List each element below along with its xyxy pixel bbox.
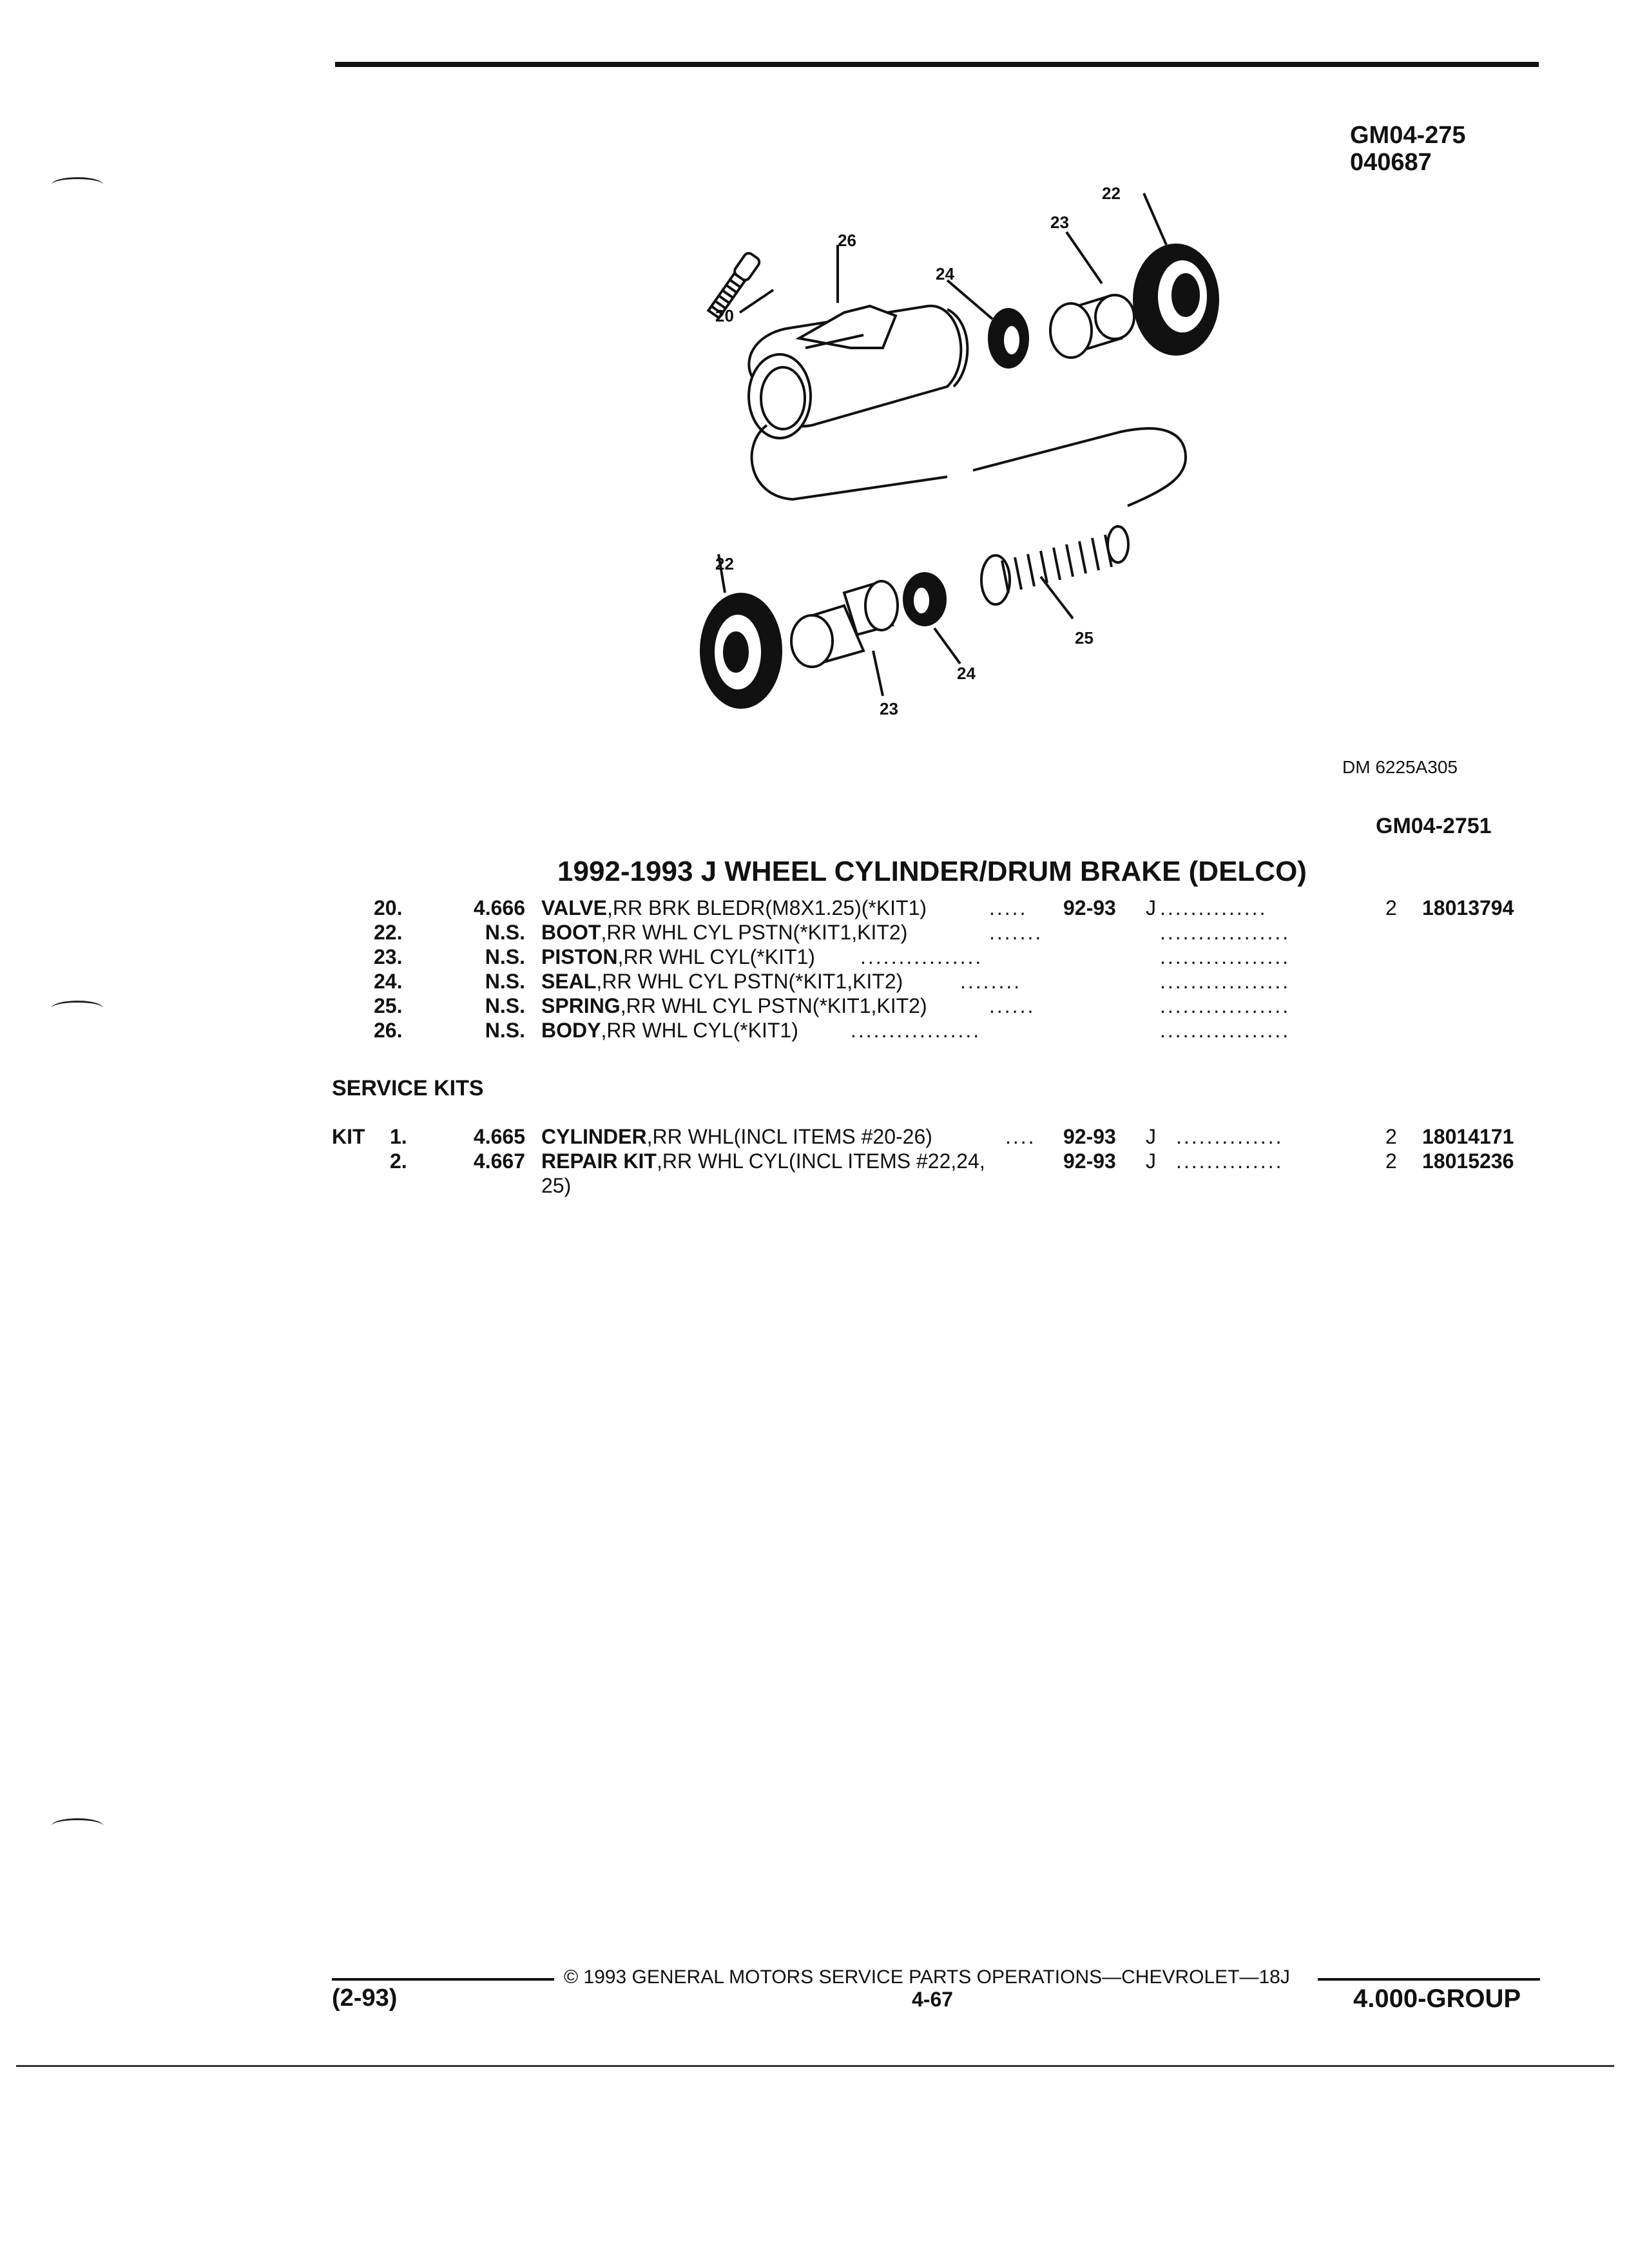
part-desc: ,RR WHL CYL PSTN(*KIT1,KIT2) <box>596 970 903 993</box>
part-desc: ,RR WHL CYL(*KIT1) <box>601 1019 798 1042</box>
item-number: 20. <box>374 896 403 919</box>
leader-dots: ........ <box>960 970 1022 993</box>
service-kits-heading: SERVICE KITS <box>332 1076 484 1100</box>
part-number: 18015236 <box>1422 1149 1514 1173</box>
model: J <box>1146 1125 1156 1148</box>
leader-dots: .............. <box>1176 1125 1284 1148</box>
seal-lower-part <box>904 573 945 625</box>
wheel-cylinder-exploded-diagram <box>677 174 1257 741</box>
piston-lower-part <box>791 581 898 667</box>
model: J <box>1146 1149 1156 1173</box>
description <box>541 1018 798 1043</box>
group-number: N.S. <box>485 994 525 1017</box>
callout-20: 20 <box>715 306 734 325</box>
illustration-ref: GM04-2751 <box>1376 814 1492 838</box>
years: 92-93 <box>1063 1125 1116 1148</box>
boot-upper-part <box>1134 245 1218 354</box>
leader-dots: ................. <box>1160 921 1291 944</box>
part-desc: ,RR WHL CYL PSTN(*KIT1,KIT2) <box>601 921 908 944</box>
seal-upper-part <box>989 309 1028 367</box>
leader-dots: .............. <box>1160 896 1268 919</box>
leader-dots: ....... <box>989 921 1043 944</box>
bottom-scan-line <box>16 2065 1614 2067</box>
description <box>541 994 927 1018</box>
part-desc: ,RR WHL CYL(*KIT1) <box>617 945 815 968</box>
leader-dots: ................. <box>1160 1019 1291 1042</box>
group-number: 4.665 <box>473 1125 525 1148</box>
description <box>541 945 815 969</box>
callout-23: 23 <box>1050 213 1069 232</box>
quantity: 2 <box>1385 1125 1397 1148</box>
description <box>541 1124 932 1149</box>
kit-desc-continued: 25) <box>541 1174 572 1197</box>
kit-label: KIT <box>332 1125 365 1148</box>
item-number: 1. <box>390 1125 407 1148</box>
item-number: 24. <box>374 970 403 993</box>
part-name: SPRING <box>541 994 621 1017</box>
leader-dots: ................. <box>851 1019 981 1042</box>
kit-desc: ,RR WHL(INCL ITEMS #20-26) <box>646 1125 932 1148</box>
page-number: 4-67 <box>912 1988 954 2011</box>
years: 92-93 <box>1063 1149 1116 1173</box>
part-name: SEAL <box>541 970 597 993</box>
years: 92-93 <box>1063 896 1116 919</box>
callout-26: 26 <box>838 231 856 250</box>
leader-dots: ................. <box>1160 945 1291 968</box>
part-desc: ,RR WHL CYL PSTN(*KIT1,KIT2) <box>620 994 927 1017</box>
leader-dots: ................. <box>1160 994 1291 1017</box>
cylinder-body-part <box>749 306 967 438</box>
part-name: PISTON <box>541 945 618 968</box>
part-number: 18014171 <box>1422 1125 1514 1148</box>
copyright-notice: © 1993 GENERAL MOTORS SERVICE PARTS OPERATIONS—CHEVROLET—18J <box>564 1966 1290 1988</box>
footer-group: 4.000-GROUP <box>1353 1984 1521 2013</box>
item-number: 26. <box>374 1019 403 1042</box>
part-number: 18013794 <box>1422 896 1514 919</box>
group-number: 4.666 <box>473 896 525 919</box>
binder-mark-middle <box>52 1001 103 1015</box>
item-number: 23. <box>374 945 403 968</box>
footer-rule-left <box>332 1978 554 1981</box>
description <box>541 969 903 994</box>
model: J <box>1146 896 1156 919</box>
group-number: N.S. <box>485 945 525 968</box>
kit-desc: ,RR WHL CYL(INCL ITEMS #22,24, <box>656 1149 985 1173</box>
diagram-code: DM 6225A305 <box>1342 757 1458 777</box>
quantity: 2 <box>1385 896 1397 919</box>
item-number: 25. <box>374 994 403 1017</box>
leader-dots: ................ <box>860 945 983 968</box>
description <box>541 1149 985 1173</box>
quantity: 2 <box>1385 1149 1397 1173</box>
boot-lower-part <box>701 594 781 707</box>
callout-22: 22 <box>1102 184 1121 203</box>
footer-date: (2-93) <box>332 1984 398 2012</box>
item-number: 2. <box>390 1149 407 1173</box>
part-name: VALVE <box>541 896 607 919</box>
description <box>541 920 907 945</box>
callout-24: 24 <box>936 264 954 284</box>
callout-24-lower: 24 <box>957 664 976 683</box>
group-number: N.S. <box>485 1019 525 1042</box>
part-desc: ,RR BRK BLEDR(M8X1.25)(*KIT1) <box>606 896 927 919</box>
footer-rule-right <box>1318 1978 1540 1981</box>
item-number: 22. <box>374 921 403 944</box>
kit-name: CYLINDER <box>541 1125 647 1148</box>
header-ref-2: 040687 <box>1350 149 1432 176</box>
leader-dots: .............. <box>1176 1149 1284 1173</box>
binder-mark-top <box>52 177 103 192</box>
callout-23-lower: 23 <box>880 699 898 718</box>
leader-dots: ................. <box>1160 970 1291 993</box>
part-name: BOOT <box>541 921 601 944</box>
part-name: BODY <box>541 1019 601 1042</box>
spring-part <box>981 526 1128 604</box>
leader-dots: ...... <box>989 994 1036 1017</box>
section-title: 1992-1993 J WHEEL CYLINDER/DRUM BRAKE (DELCO) <box>557 856 1307 887</box>
top-rule <box>335 62 1539 67</box>
group-number: 4.667 <box>473 1149 525 1173</box>
group-number: N.S. <box>485 970 525 993</box>
description <box>541 896 927 920</box>
piston-upper-part <box>1050 295 1134 358</box>
leader-dots: ..... <box>989 896 1028 919</box>
callout-25: 25 <box>1075 628 1094 648</box>
kit-name: REPAIR KIT <box>541 1149 657 1173</box>
callout-22-lower: 22 <box>715 554 734 573</box>
group-number: N.S. <box>485 921 525 944</box>
leader-dots: .... <box>1005 1125 1036 1148</box>
binder-mark-bottom <box>52 1818 103 1833</box>
header-ref-1: GM04-275 <box>1350 122 1466 149</box>
